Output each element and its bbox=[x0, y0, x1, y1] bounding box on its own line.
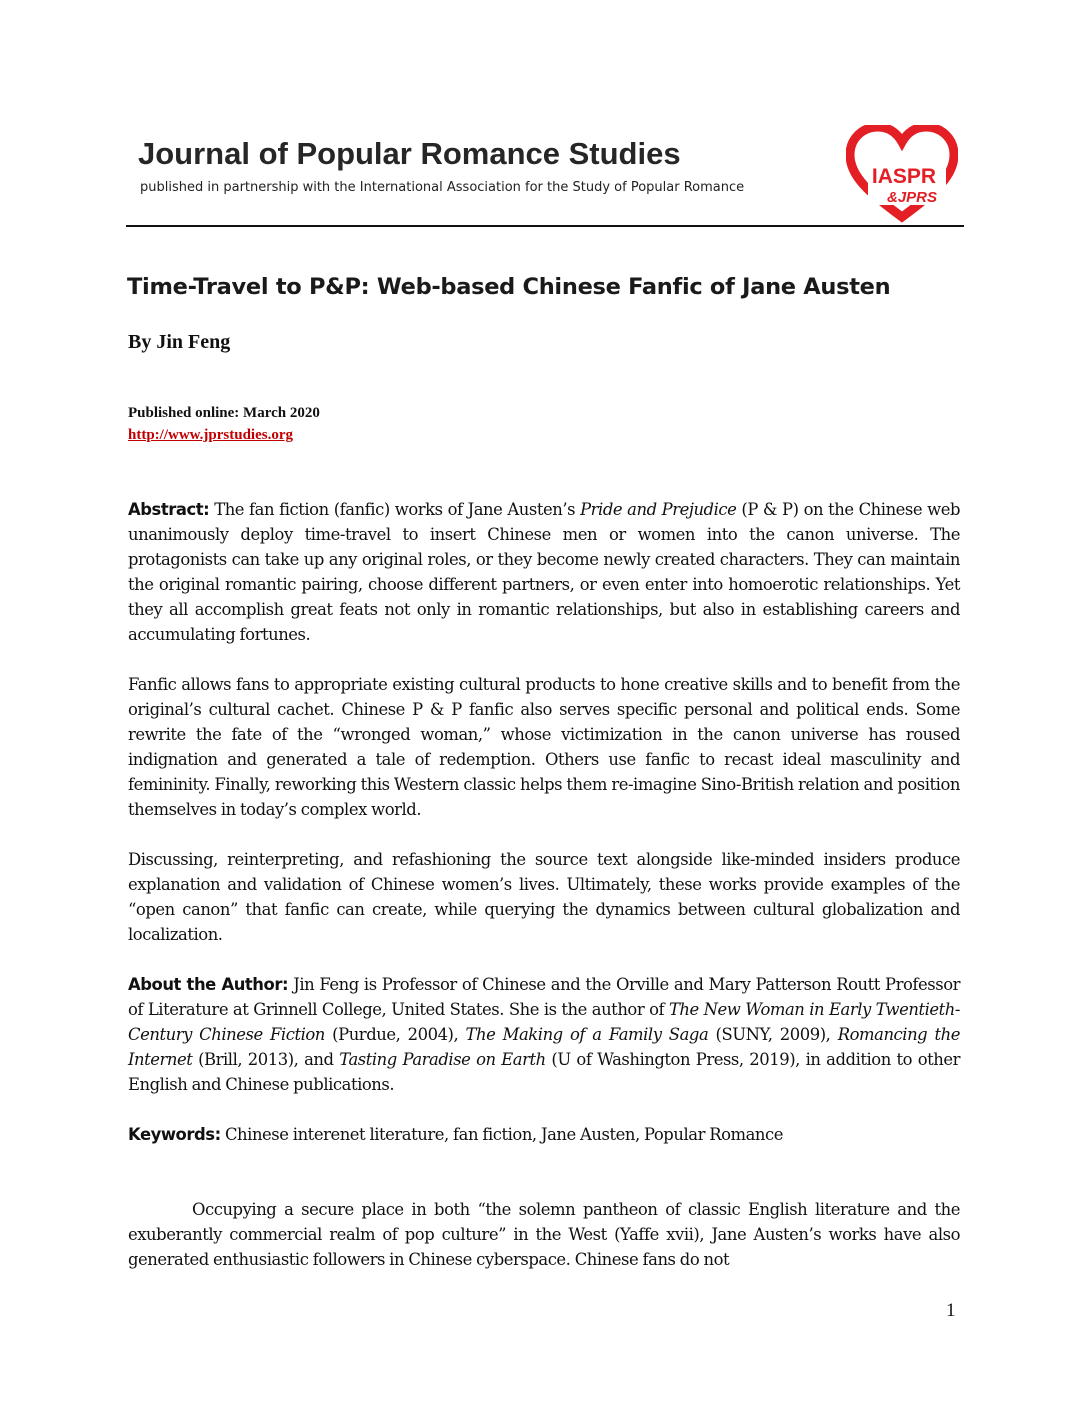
author-text: (SUNY, 2009), bbox=[708, 1025, 838, 1044]
author-bio-paragraph bbox=[128, 972, 960, 1097]
keywords-paragraph bbox=[128, 1122, 960, 1147]
article-title: Time-Travel to P&P: Web-based Chinese Fanfic of Jane Austen bbox=[127, 274, 891, 300]
keywords-text: Chinese interenet literature, fan fiction, Jane Austen, Popular Romance bbox=[220, 1125, 784, 1144]
author-text: (Brill, 2013), and bbox=[192, 1050, 340, 1069]
book-title: The New Woman in Early Twentieth-Century Chinese Fiction bbox=[128, 1000, 960, 1044]
book-title: Romancing the Internet bbox=[128, 1025, 960, 1069]
author-text: (U of Washington Press, 2019), in addition to other English and Chinese publications. bbox=[128, 1050, 961, 1094]
author-text: (Purdue, 2004), bbox=[324, 1025, 466, 1044]
abstract-paragraph bbox=[128, 497, 960, 647]
publication-date: Published online: March 2020 bbox=[128, 405, 320, 421]
iaspr-logo bbox=[846, 125, 958, 223]
body-paragraph: Occupying a secure place in both “the solemn pantheon of classic English literature and the exuberantly commercial realm of pop culture” in the West (Yaffe xvii), Jane Austen’s works have also generated enthusiastic followers in Chinese cyberspace. Chinese fans do not bbox=[128, 1200, 960, 1269]
logo-text-sub: &JPRS bbox=[886, 189, 938, 206]
journal-title: Journal of Popular Romance Studies bbox=[138, 136, 681, 171]
author-text: Jin Feng is Professor of Chinese and the Orville and Mary Patterson Routt Professor of Literature at Grinnell College, United States. She is the author of bbox=[128, 975, 961, 1019]
author-byline: By Jin Feng bbox=[128, 331, 231, 353]
keywords-label: Keywords: bbox=[128, 1125, 221, 1144]
header-divider bbox=[126, 225, 964, 227]
logo-text-main: IASPR bbox=[871, 165, 937, 188]
author-label: About the Author: bbox=[128, 975, 289, 994]
abstract-paragraph-2: Fanfic allows fans to appropriate existing cultural products to hone creative skills and to benefit from the original’s cultural cachet. Chinese P & P fanfic also serves specific personal and political ends. Some rewrite the fate of the “wronged woman,” whose victimization in the canon universe has roused indignation and generated a tale of redemption. Others use fanfic to recast ideal masculinity and femininity. Finally, reworking this Western classic helps them re-imagine Sino-British relation and position themselves in today’s complex world. bbox=[128, 675, 960, 819]
journal-link[interactable]: http://www.jprstudies.org bbox=[128, 427, 294, 443]
abstract-book-title: Pride and Prejudice bbox=[580, 500, 737, 519]
abstract-label: Abstract: bbox=[128, 500, 210, 519]
abstract-text: The fan fiction (fanfic) works of Jane Austen’s bbox=[209, 500, 581, 519]
book-title: Tasting Paradise on Earth bbox=[339, 1050, 546, 1069]
abstract-paragraph-3: Discussing, reinterpreting, and refashioning the source text alongside like-minded insiders produce explanation and validation of Chinese women’s lives. Ultimately, these works provide examples of the “open canon” that fanfic can create, while querying the dynamics between cultural globalization and localization. bbox=[128, 850, 960, 944]
journal-subtitle: published in partnership with the International Association for the Study of Popular Romance bbox=[140, 180, 745, 195]
book-title: The Making of a Family Saga bbox=[465, 1025, 709, 1044]
abstract-text-cont: (P & P) on the Chinese web unanimously deploy time-travel to insert Chinese men or women into the canon universe. The protagonists can take up any original roles, or they become newly created characters. They can maintain the original romantic pairing, choose different partners, or even enter into homoerotic relationships. Yet they all accomplish great feats not only in romantic relationships, but also in establishing careers and accumulating fortunes. bbox=[128, 500, 961, 644]
page-number: 1 bbox=[946, 1300, 956, 1321]
